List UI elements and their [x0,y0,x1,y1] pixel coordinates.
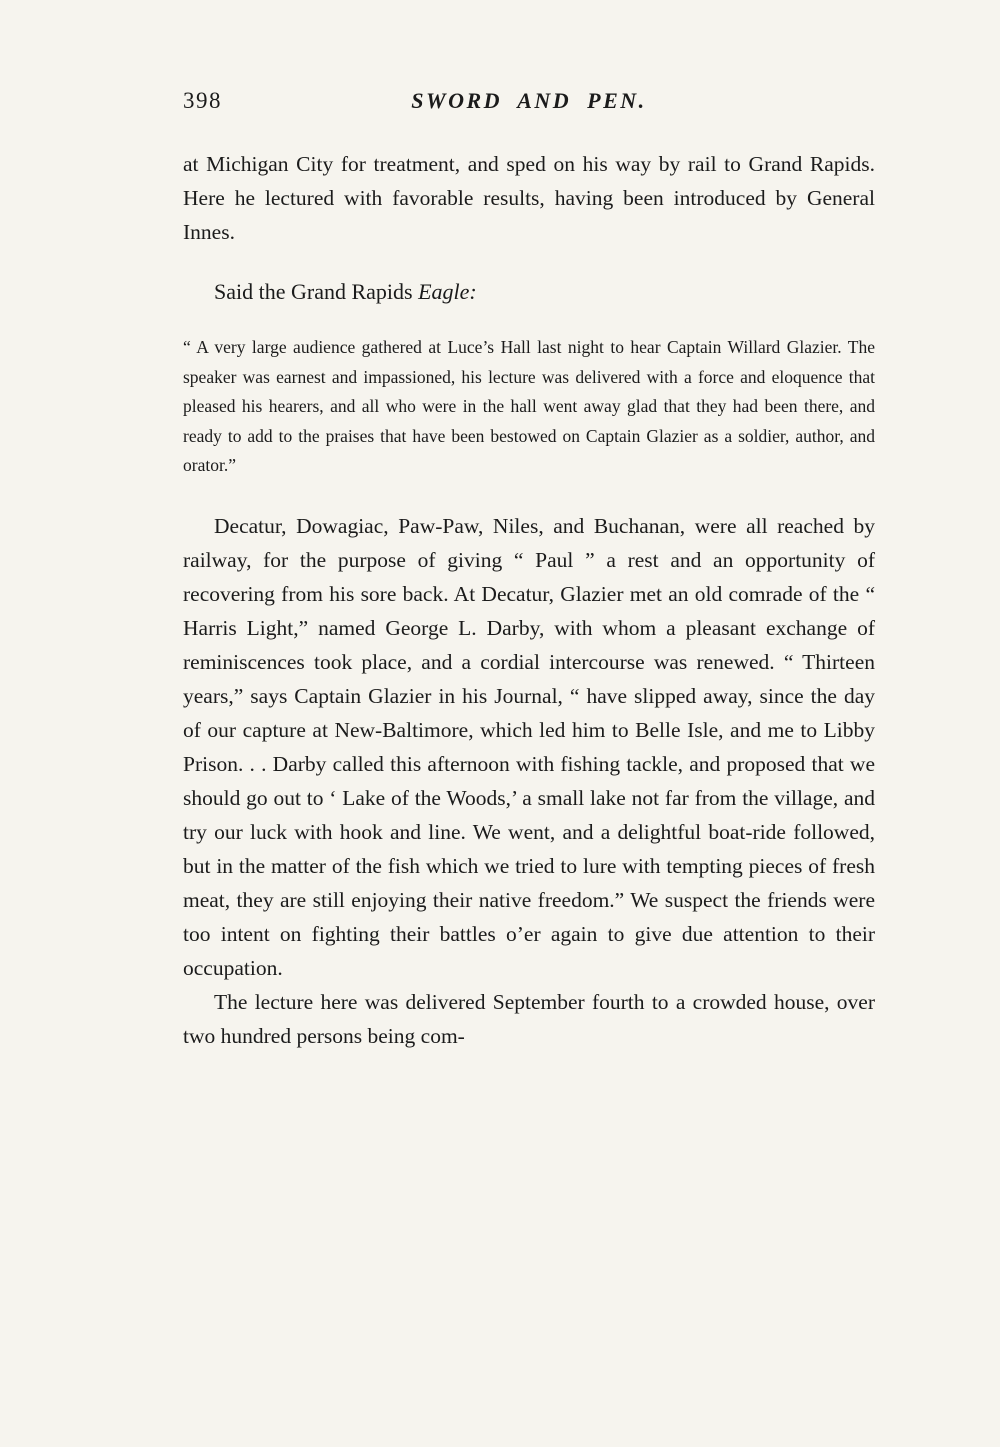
block-quote: “ A very large audience gathered at Luce’s Hall last night to hear Captain Willard Glazier. The speaker was earnest and impassioned, his lecture was delivered with a force and eloquence that pleased his hearers, and all who were in the hall went away glad that they had been there, and ready to add to the praises that have been bestowed on Captain Glazier as a soldier, author, and orator.” [183,337,875,475]
paragraph-said-line [183,275,875,309]
page-number: 398 [183,88,222,113]
paragraph-main: Decatur, Dowagiac, Paw-Paw, Niles, and Buchanan, were all reached by railway, for the purpose of giving “ Paul ” a rest and an opportunity of recovering from his sore back. At Decatur, Glazier met an old comrade of the “ Harris Light,” named George L. Darby, with whom a pleasant exchange of reminiscences took place, and a cordial intercourse was renewed. “ Thirteen years,” says Captain Glazier in his Journal, “ have slipped away, since the day of our capture at New-Baltimore, which led him to Belle Isle, and me to Libby Prison. . . Darby called this afternoon with fishing tackle, and proposed that we should go out to ‘ Lake of the Woods,’ a small lake not far from the village, and try our luck with hook and line. We went, and a delightful boat-ride followed, but in the matter of the fish which we tried to lure with tempting pieces of fresh meat, they are still enjoying their native freedom.” We suspect the friends were too intent on fighting their battles o’er again to give due attention to their occupation. [183,513,875,980]
page-content [183,86,875,1053]
paragraph-closing: The lecture here was delivered September fourth to a crowded house, over two hundred persons being com- [183,989,875,1048]
said-line-italic-word: Eagle: [418,279,477,304]
said-line-lead: Said the Grand Rapids [214,279,419,304]
page-header [183,86,875,128]
running-header-title: SWORD AND PEN. [411,88,647,113]
paragraph-opening: at Michigan City for treatment, and sped on his way by rail to Grand Rapids. Here he lectured with favorable results, having been introduced by General Innes. [183,152,875,244]
